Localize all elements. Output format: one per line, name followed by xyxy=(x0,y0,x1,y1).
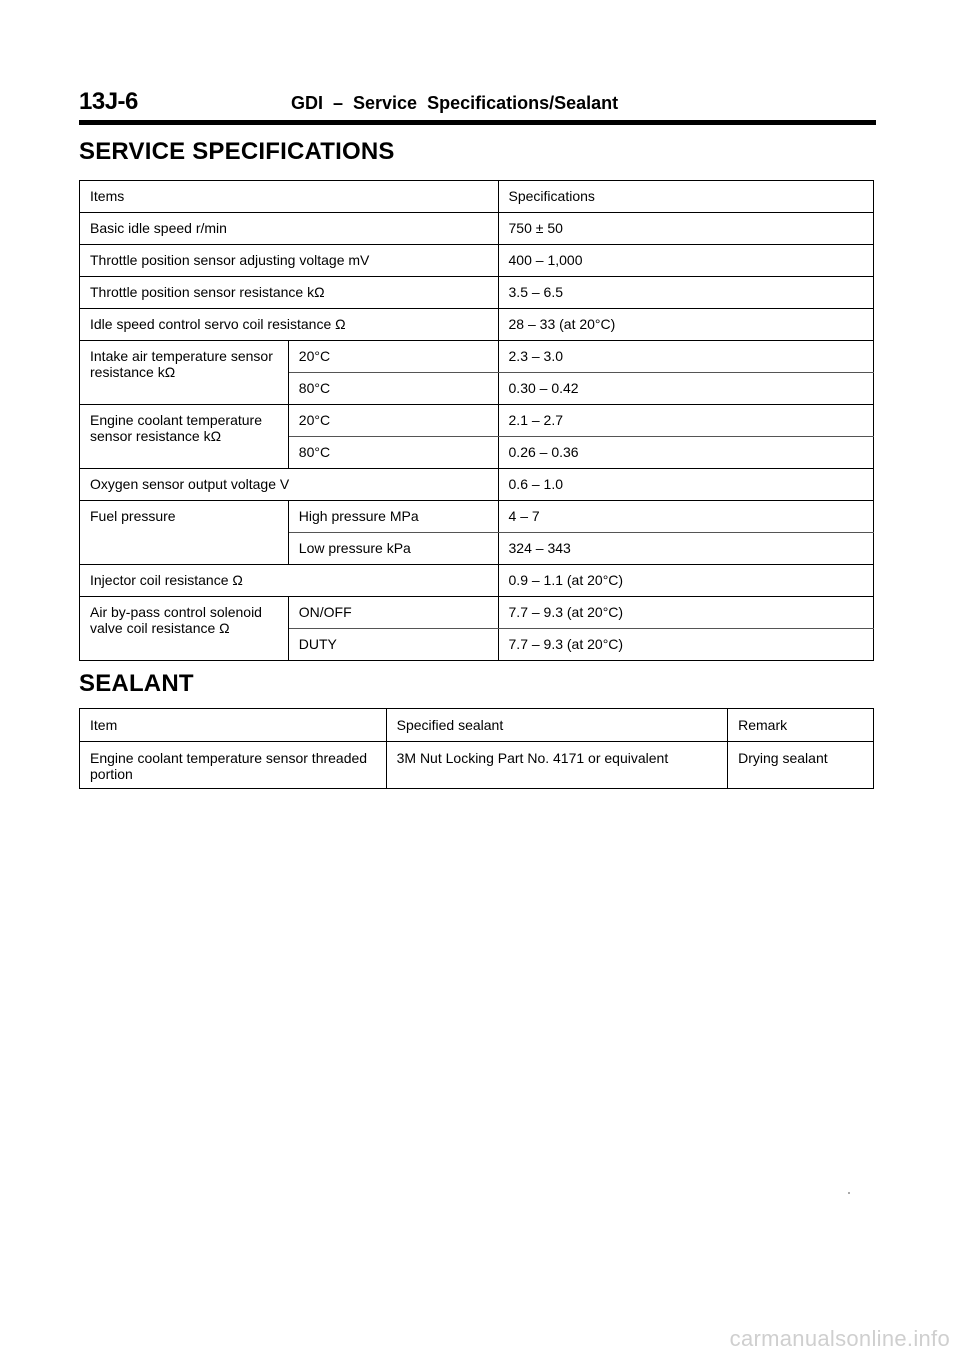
spec-cell: 7.7 – 9.3 (at 20°C) xyxy=(498,629,873,661)
table-row xyxy=(80,245,874,277)
spec-cell: 4 – 7 xyxy=(498,501,873,533)
spec-cell: 750 ± 50 xyxy=(498,213,873,245)
item-cell: Injector coil resistance Ω xyxy=(80,565,499,597)
page-header xyxy=(79,88,876,118)
item-cell: Engine coolant temperature sensor resistance kΩ xyxy=(80,405,289,469)
spec-cell: 2.1 – 2.7 xyxy=(498,405,873,437)
spec-cell: 0.30 – 0.42 xyxy=(498,373,873,405)
condition-cell: Low pressure kPa xyxy=(288,533,498,565)
item-cell: Throttle position sensor resistance kΩ xyxy=(80,277,499,309)
table-row xyxy=(80,501,874,533)
table-row xyxy=(80,597,874,629)
table-row xyxy=(80,565,874,597)
spec-cell: 400 – 1,000 xyxy=(498,245,873,277)
condition-cell: 80°C xyxy=(288,437,498,469)
header-specified-sealant: Specified sealant xyxy=(386,709,728,742)
condition-cell: 20°C xyxy=(288,341,498,373)
scan-speck xyxy=(848,1192,850,1194)
table-row xyxy=(80,213,874,245)
item-cell: Oxygen sensor output voltage V xyxy=(80,469,499,501)
table-row xyxy=(80,742,874,789)
table-row xyxy=(80,405,874,437)
spec-cell: 3.5 – 6.5 xyxy=(498,277,873,309)
sealant-title: SEALANT xyxy=(79,670,194,697)
spec-cell: 0.6 – 1.0 xyxy=(498,469,873,501)
table-row xyxy=(80,277,874,309)
table-row xyxy=(80,309,874,341)
condition-cell: DUTY xyxy=(288,629,498,661)
condition-cell: ON/OFF xyxy=(288,597,498,629)
table-row xyxy=(80,341,874,373)
item-cell: Intake air temperature sensor resistance kΩ xyxy=(80,341,289,405)
table-header-row xyxy=(80,181,874,213)
condition-cell: High pressure MPa xyxy=(288,501,498,533)
sealant-cell: 3M Nut Locking Part No. 4171 or equivalent xyxy=(386,742,728,789)
item-cell: Engine coolant temperature sensor threaded portion xyxy=(80,742,387,789)
page-number: 13J-6 xyxy=(79,88,138,115)
service-specifications-title: SERVICE SPECIFICATIONS xyxy=(79,138,395,165)
item-cell: Throttle position sensor adjusting voltage mV xyxy=(80,245,499,277)
spec-cell: 28 – 33 (at 20°C) xyxy=(498,309,873,341)
watermark: carmanualsonline.info xyxy=(729,1326,950,1351)
header-rule xyxy=(79,120,876,125)
header-items: Items xyxy=(80,181,499,213)
spec-cell: 2.3 – 3.0 xyxy=(498,341,873,373)
remark-cell: Drying sealant xyxy=(728,742,874,789)
header-item: Item xyxy=(80,709,387,742)
header-specifications: Specifications xyxy=(498,181,873,213)
item-cell: Air by-pass control solenoid valve coil resistance Ω xyxy=(80,597,289,661)
table-header-row xyxy=(80,709,874,742)
item-cell: Idle speed control servo coil resistance Ω xyxy=(80,309,499,341)
item-cell: Basic idle speed r/min xyxy=(80,213,499,245)
header-remark: Remark xyxy=(728,709,874,742)
sealant-table xyxy=(79,708,874,789)
condition-cell: 80°C xyxy=(288,373,498,405)
spec-cell: 324 – 343 xyxy=(498,533,873,565)
spec-cell: 0.9 – 1.1 (at 20°C) xyxy=(498,565,873,597)
spec-cell: 0.26 – 0.36 xyxy=(498,437,873,469)
table-row xyxy=(80,469,874,501)
running-title: GDI – Service Specifications/Sealant xyxy=(291,93,619,113)
condition-cell: 20°C xyxy=(288,405,498,437)
service-specifications-table xyxy=(79,180,874,661)
spec-cell: 7.7 – 9.3 (at 20°C) xyxy=(498,597,873,629)
item-cell: Fuel pressure xyxy=(80,501,289,565)
